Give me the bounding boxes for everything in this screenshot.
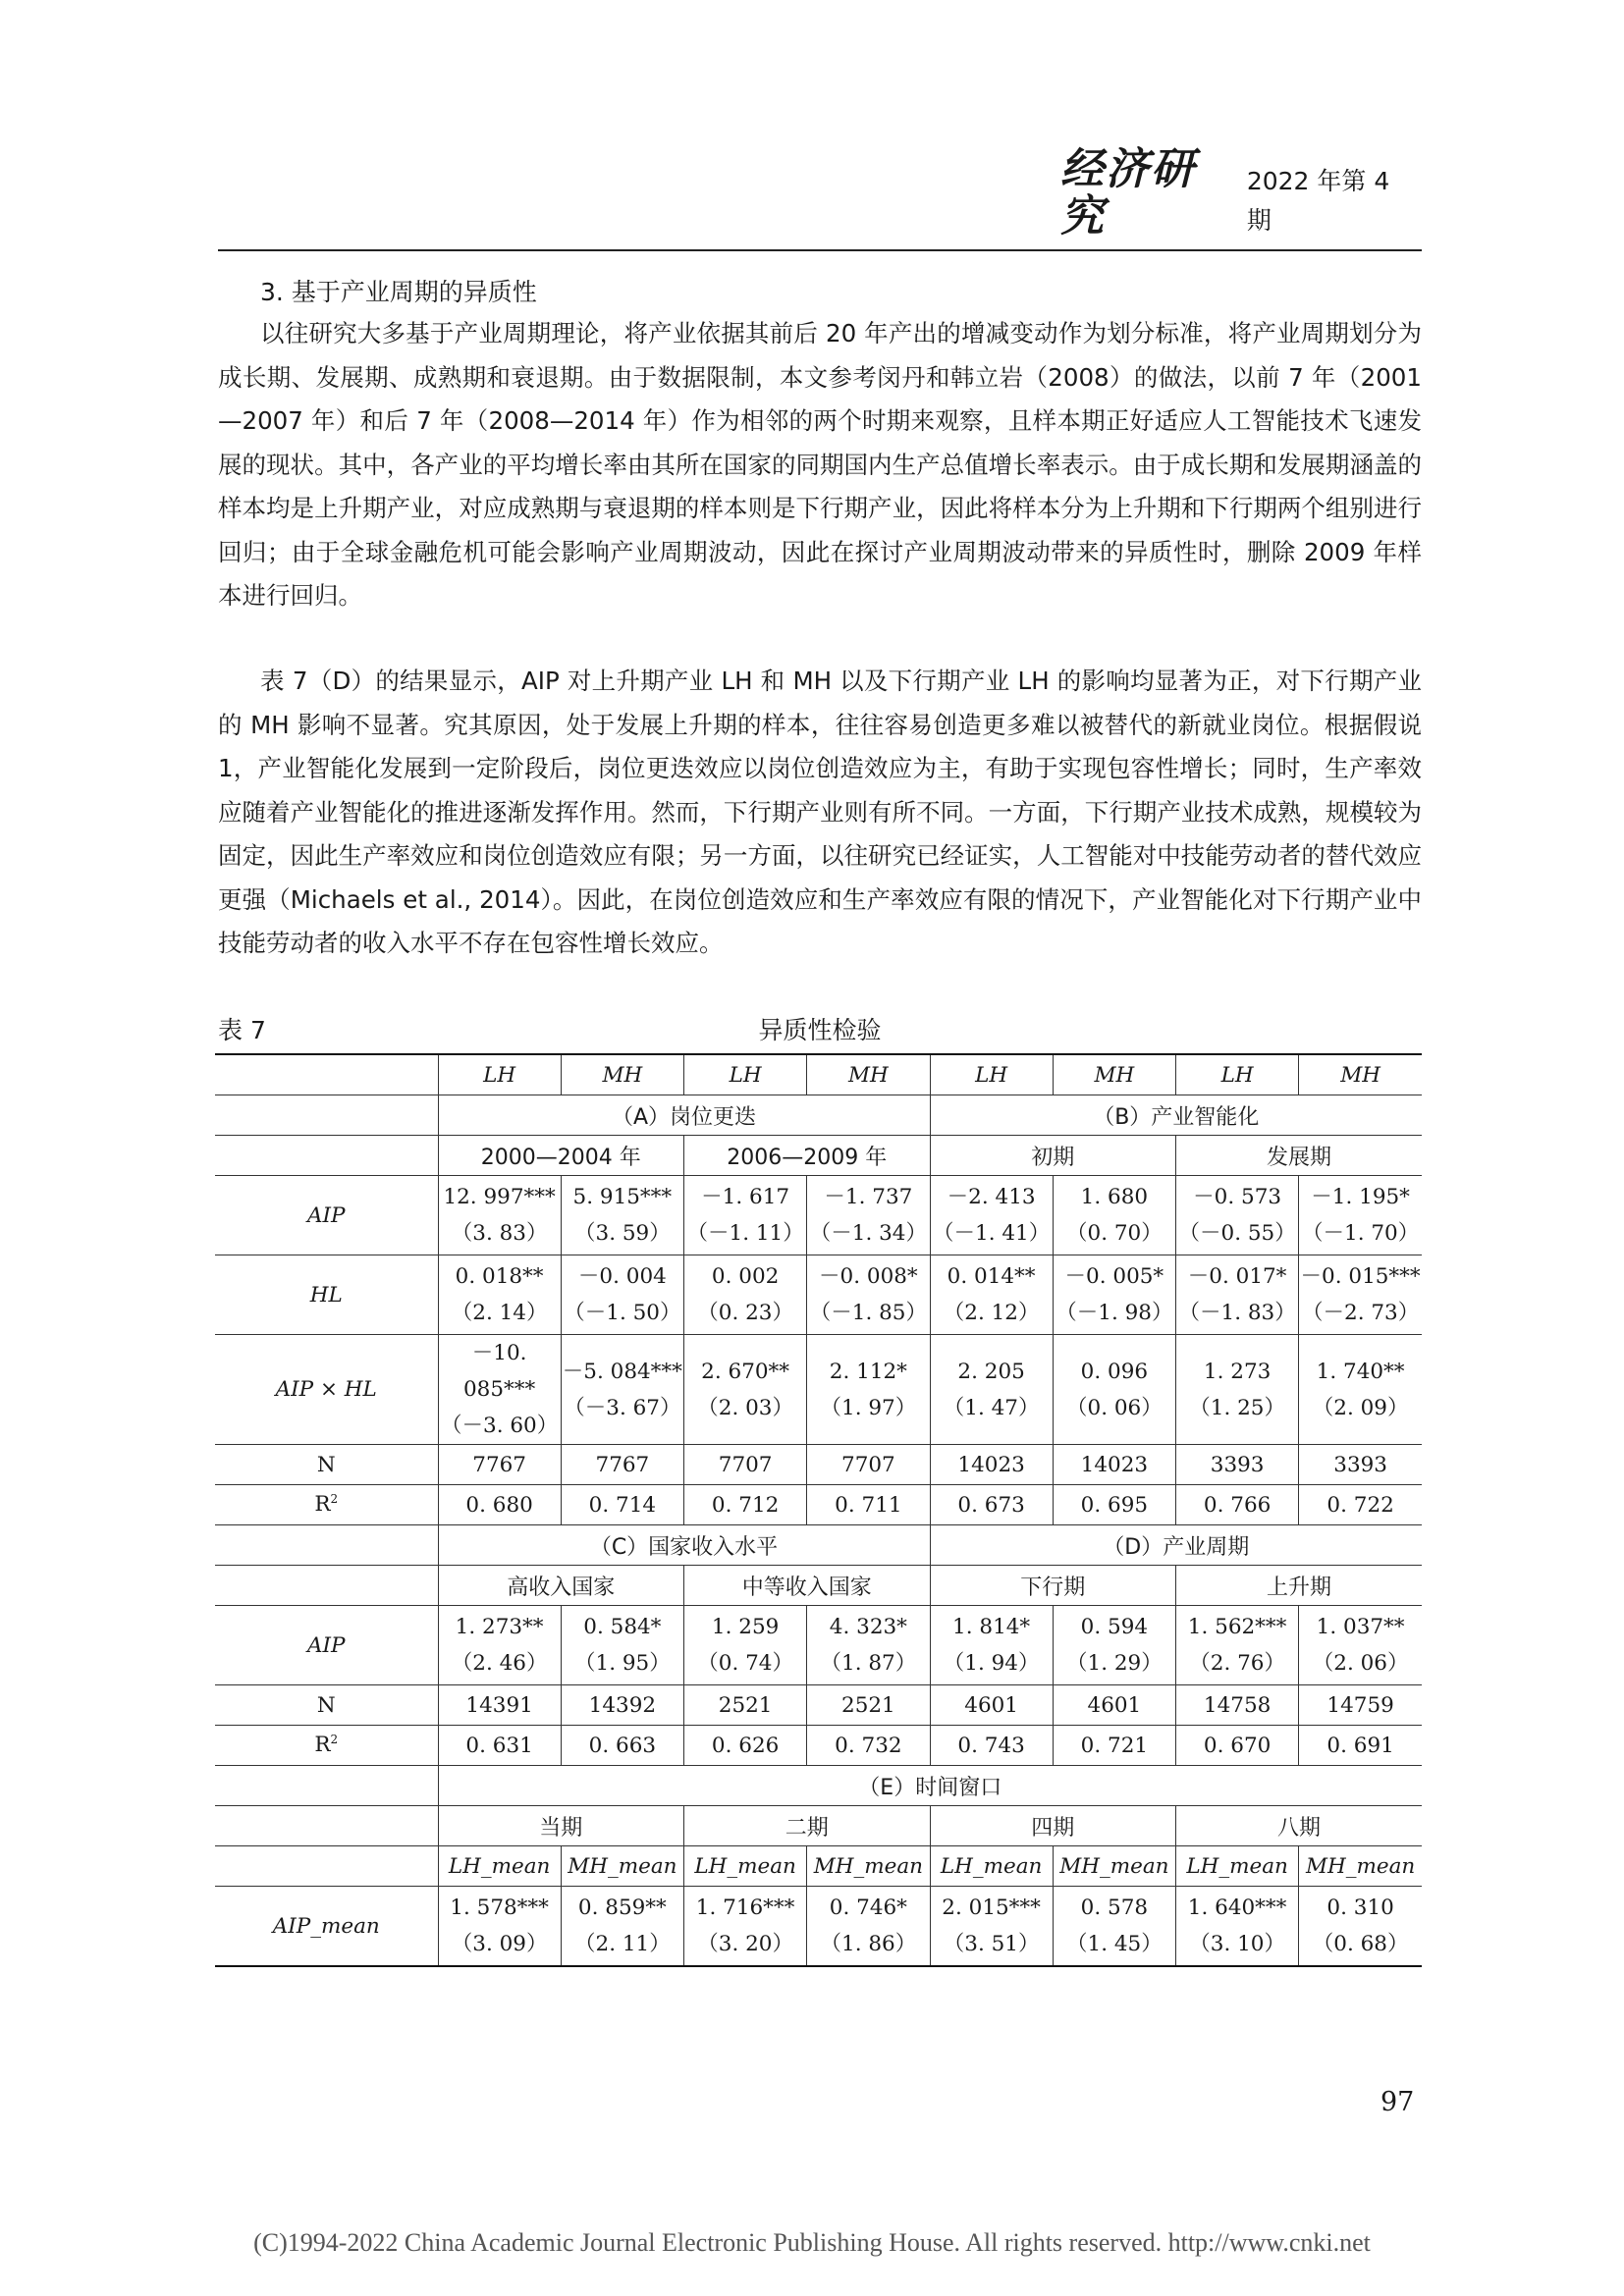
column-head: MH (1053, 1054, 1175, 1095)
coefficient: 1. 273 (1203, 1359, 1272, 1384)
coef-cell (1299, 1887, 1422, 1967)
table-header-row (215, 1054, 1422, 1095)
column-head: LH_mean (438, 1846, 561, 1887)
coef-cell (807, 1255, 930, 1335)
coefficient: 1. 680 (1080, 1185, 1149, 1209)
group-label: 当期 (438, 1806, 684, 1846)
coef-cell (930, 1887, 1053, 1967)
coef-cell (807, 1606, 930, 1685)
t-statistic: （1. 87） (820, 1651, 917, 1676)
group-label: 中等收入国家 (684, 1566, 931, 1606)
group-label: 二期 (684, 1806, 931, 1846)
table-row (215, 1176, 1422, 1255)
value-cell: 2521 (807, 1685, 930, 1726)
value-cell: 0. 711 (807, 1485, 930, 1525)
t-statistic: （2. 76） (1189, 1651, 1285, 1676)
t-statistic: （1. 29） (1066, 1651, 1163, 1676)
value-cell: 7767 (438, 1445, 561, 1485)
coefficient: 1. 640*** (1187, 1896, 1287, 1920)
value-cell: 0. 680 (438, 1485, 561, 1525)
coefficient: 0. 002 (711, 1264, 780, 1289)
column-head: MH_mean (807, 1846, 930, 1887)
coef-cell (1176, 1887, 1299, 1967)
t-statistic: （0. 74） (697, 1651, 793, 1676)
coefficient: －1. 617 (701, 1185, 790, 1209)
value-cell: 14759 (1299, 1685, 1422, 1726)
coef-cell (561, 1606, 683, 1685)
page-number: 97 (1380, 2087, 1415, 2117)
row-label: AIP (215, 1606, 438, 1685)
t-statistic: （3. 09） (451, 1932, 548, 1956)
t-statistic: （－1. 70） (1302, 1221, 1420, 1246)
coef-cell (1176, 1606, 1299, 1685)
t-statistic: （2. 12） (943, 1301, 1040, 1325)
coefficient: 1. 578*** (450, 1896, 549, 1920)
coef-cell (930, 1335, 1053, 1445)
column-head: MH_mean (1299, 1846, 1422, 1887)
column-head: MH (561, 1054, 683, 1095)
t-statistic: （－1. 41） (933, 1221, 1051, 1246)
t-statistic: （2. 09） (1312, 1395, 1409, 1420)
t-statistic: （2. 06） (1312, 1651, 1409, 1676)
t-statistic: （－1. 83） (1178, 1301, 1296, 1325)
value-cell: 0. 743 (930, 1726, 1053, 1766)
t-statistic: （2. 46） (451, 1651, 548, 1676)
coefficient: 2. 112* (829, 1359, 907, 1384)
coefficient: 2. 015*** (942, 1896, 1041, 1920)
coefficient: 1. 037** (1316, 1615, 1405, 1639)
value-cell: 14023 (930, 1445, 1053, 1485)
t-statistic: （1. 25） (1189, 1395, 1285, 1420)
coef-cell (684, 1176, 807, 1255)
coef-cell (684, 1255, 807, 1335)
coef-cell (1053, 1335, 1175, 1445)
coefficient: 0. 096 (1080, 1359, 1149, 1384)
t-statistic: （2. 11） (574, 1932, 671, 1956)
coefficient: 0. 310 (1326, 1896, 1394, 1920)
table-group-row (215, 1525, 1422, 1566)
coefficient: 12. 997*** (443, 1185, 556, 1209)
value-cell: 0. 714 (561, 1485, 683, 1525)
coef-cell (561, 1335, 683, 1445)
t-statistic: （1. 45） (1066, 1932, 1163, 1956)
coefficient: 1. 273** (455, 1615, 544, 1639)
value-cell: 0. 722 (1299, 1485, 1422, 1525)
coefficient: －0. 017* (1187, 1264, 1287, 1289)
coef-cell (684, 1887, 807, 1967)
panel-title: （B）产业智能化 (930, 1095, 1422, 1136)
coefficient: 1. 259 (711, 1615, 780, 1639)
table-group-row (215, 1806, 1422, 1846)
table-row (215, 1335, 1422, 1445)
group-label: 初期 (930, 1136, 1176, 1176)
panel-title: （C）国家收入水平 (438, 1525, 930, 1566)
coefficient: 0. 584* (583, 1615, 662, 1639)
value-cell: 0. 673 (930, 1485, 1053, 1525)
value-cell: 7707 (807, 1445, 930, 1485)
row-label-empty (215, 1806, 438, 1846)
t-statistic: （－0. 55） (1178, 1221, 1296, 1246)
value-cell: 0. 695 (1053, 1485, 1175, 1525)
t-statistic: （1. 86） (820, 1932, 917, 1956)
row-label-empty (215, 1566, 438, 1606)
value-cell: 0. 626 (684, 1726, 807, 1766)
row-label: N (215, 1685, 438, 1726)
coefficient: 0. 578 (1080, 1896, 1149, 1920)
table-title: 异质性检验 (758, 1016, 882, 1044)
value-cell: 0. 663 (561, 1726, 683, 1766)
coefficient: －1. 195* (1311, 1185, 1410, 1209)
header-rule (218, 249, 1422, 251)
value-cell: 7767 (561, 1445, 683, 1485)
coefficient: －0. 015*** (1300, 1264, 1421, 1289)
coef-cell (561, 1176, 683, 1255)
coefficient: －5. 084*** (562, 1359, 682, 1384)
table-row (215, 1445, 1422, 1485)
t-statistic: （1. 47） (943, 1395, 1040, 1420)
coefficient: －1. 737 (824, 1185, 913, 1209)
coefficient: 5. 915*** (572, 1185, 673, 1209)
row-label: $R^2$ (215, 1726, 438, 1766)
table-group-row (215, 1095, 1422, 1136)
coef-cell (438, 1606, 561, 1685)
table-caption (218, 1011, 1422, 1046)
coefficient: －10. 085*** (462, 1341, 536, 1402)
coefficient: 1. 562*** (1187, 1615, 1287, 1639)
t-statistic: （3. 20） (697, 1932, 793, 1956)
coef-cell (1299, 1255, 1422, 1335)
table-row (215, 1255, 1422, 1335)
t-statistic: （3. 83） (451, 1221, 548, 1246)
coef-cell (1176, 1176, 1299, 1255)
t-statistic: （2. 03） (697, 1395, 793, 1420)
row-label-empty (215, 1095, 438, 1136)
coef-cell (1053, 1176, 1175, 1255)
coefficient: 0. 746* (829, 1896, 907, 1920)
coefficient: 1. 740** (1316, 1359, 1405, 1384)
panel-title: （E）时间窗口 (438, 1766, 1422, 1806)
copyright-footer: (C)1994-2022 China Academic Journal Electronic Publishing House. All rights reserved. http://www.cnki.net (253, 2228, 1371, 2257)
table-row (215, 1726, 1422, 1766)
row-label: AIP (215, 1176, 438, 1255)
value-cell: 0. 766 (1176, 1485, 1299, 1525)
row-label: AIP_mean (215, 1887, 438, 1967)
coef-cell (930, 1255, 1053, 1335)
row-label: HL (215, 1255, 438, 1335)
coefficient: 4. 323* (829, 1615, 907, 1639)
value-cell: 7707 (684, 1445, 807, 1485)
value-cell: 14023 (1053, 1445, 1175, 1485)
table-row (215, 1606, 1422, 1685)
coef-cell (1053, 1606, 1175, 1685)
coefficient: 1. 716*** (695, 1896, 795, 1920)
group-label: 下行期 (930, 1566, 1176, 1606)
coef-cell (807, 1335, 930, 1445)
row-label-empty (215, 1136, 438, 1176)
column-head: MH (1299, 1054, 1422, 1095)
row-label-empty (215, 1766, 438, 1806)
row-label-empty (215, 1525, 438, 1566)
coef-cell (561, 1887, 683, 1967)
coef-cell (1176, 1335, 1299, 1445)
column-head: LH_mean (684, 1846, 807, 1887)
column-head: MH_mean (561, 1846, 683, 1887)
coef-cell (561, 1255, 683, 1335)
group-label: 高收入国家 (438, 1566, 684, 1606)
coef-cell (930, 1176, 1053, 1255)
t-statistic: （3. 51） (943, 1932, 1040, 1956)
value-cell: 0. 721 (1053, 1726, 1175, 1766)
coefficient: 0. 859** (577, 1896, 667, 1920)
t-statistic: （－1. 85） (809, 1301, 927, 1325)
t-statistic: （－2. 73） (1302, 1301, 1420, 1325)
coefficient: 0. 014** (947, 1264, 1036, 1289)
section-heading: 3. 基于产业周期的异质性 (260, 278, 537, 306)
value-cell: 4601 (930, 1685, 1053, 1726)
row-label-empty (215, 1846, 438, 1887)
value-cell: 0. 712 (684, 1485, 807, 1525)
group-label: 发展期 (1176, 1136, 1423, 1176)
column-head: LH (1176, 1054, 1299, 1095)
value-cell: 0. 631 (438, 1726, 561, 1766)
coef-cell (1176, 1255, 1299, 1335)
t-statistic: （－1. 50） (564, 1301, 681, 1325)
coefficient: －2. 413 (947, 1185, 1036, 1209)
column-head: LH_mean (930, 1846, 1053, 1887)
table-group-row (215, 1566, 1422, 1606)
coef-cell (930, 1606, 1053, 1685)
coef-cell (438, 1887, 561, 1967)
coefficient: －0. 004 (577, 1264, 667, 1289)
body-paragraph-1: 以往研究大多基于产业周期理论，将产业依据其前后 20 年产出的增减变动作为划分标准，将产业周期划分为成长期、发展期、成熟期和衰退期。由于数据限制，本文参考闵丹和韩立岩（2008）的做法，以前 7 年（2001—2007 年）和后 7 年（2008—2014 年）作为相邻的两个时期来观察，且样本期正好适应人工智能技术飞速发展的现状。其中，各产业的平均增长率由其所在国家的同期国内生产总值增长率表示。由于成长期和发展期涵盖的样本均是上升期产业，对应成熟期与衰退期的样本则是下行期产业，因此将样本分为上升期和下行期两个组别进行回归；由于全球金融危机可能会影响产业周期波动，因此在探讨产业周期波动带来的异质性时，删除 2009 年样本进行回归。 (218, 319, 1422, 610)
t-statistic: （3. 10） (1189, 1932, 1285, 1956)
coefficient: －0. 005* (1064, 1264, 1164, 1289)
column-head: LH_mean (1176, 1846, 1299, 1887)
coefficient: 1. 814* (952, 1615, 1031, 1639)
coefficient: －0. 008* (819, 1264, 918, 1289)
column-head: MH (807, 1054, 930, 1095)
row-label: N (215, 1445, 438, 1485)
coef-cell (1299, 1335, 1422, 1445)
coefficient: －0. 573 (1193, 1185, 1282, 1209)
t-statistic: （－1. 11） (686, 1221, 804, 1246)
t-statistic: （－1. 98） (1056, 1301, 1173, 1325)
coef-cell (1053, 1887, 1175, 1967)
value-cell: 2521 (684, 1685, 807, 1726)
t-statistic: （0. 06） (1066, 1395, 1163, 1420)
t-statistic: （－3. 67） (564, 1395, 681, 1420)
coef-cell (684, 1335, 807, 1445)
coef-cell (438, 1255, 561, 1335)
column-head: LH (930, 1054, 1053, 1095)
value-cell: 0. 670 (1176, 1726, 1299, 1766)
t-statistic: （0. 68） (1312, 1932, 1409, 1956)
group-label: 八期 (1176, 1806, 1423, 1846)
value-cell: 14758 (1176, 1685, 1299, 1726)
table-row (215, 1685, 1422, 1726)
value-cell: 3393 (1299, 1445, 1422, 1485)
row-label: $R^2$ (215, 1485, 438, 1525)
value-cell: 3393 (1176, 1445, 1299, 1485)
coef-cell (684, 1606, 807, 1685)
table-number: 表 7 (218, 1016, 266, 1044)
coef-cell (438, 1176, 561, 1255)
journal-issue: 2022 年第 4 期 (1246, 167, 1390, 235)
coefficient: 0. 594 (1080, 1615, 1149, 1639)
t-statistic: （3. 59） (574, 1221, 671, 1246)
coef-cell (807, 1887, 930, 1967)
panel-title: （D）产业周期 (930, 1525, 1422, 1566)
value-cell: 0. 691 (1299, 1726, 1422, 1766)
column-head: LH (684, 1054, 807, 1095)
coefficient: 2. 670** (701, 1359, 790, 1384)
t-statistic: （1. 97） (820, 1395, 917, 1420)
group-label: 2000—2004 年 (438, 1136, 684, 1176)
table-group-row (215, 1766, 1422, 1806)
coef-cell (1299, 1606, 1422, 1685)
value-cell: 0. 732 (807, 1726, 930, 1766)
column-head: MH_mean (1053, 1846, 1175, 1887)
value-cell: 14391 (438, 1685, 561, 1726)
t-statistic: （0. 70） (1066, 1221, 1163, 1246)
t-statistic: （－1. 34） (809, 1221, 927, 1246)
value-cell: 14392 (561, 1685, 683, 1726)
row-label-empty (215, 1054, 438, 1095)
group-label: 上升期 (1176, 1566, 1423, 1606)
body-paragraph-2: 表 7（D）的结果显示，AIP 对上升期产业 LH 和 MH 以及下行期产业 LH 的影响均显著为正，对下行期产业的 MH 影响不显著。究其原因，处于发展上升期的样本，往往容易创造更多难以被替代的新就业岗位。根据假说 1，产业智能化发展到一定阶段后，岗位更迭效应以岗位创造效应为主，有助于实现包容性增长；同时，生产率效应随着产业智能化的推进逐渐发挥作用。然而，下行期产业则有所不同。一方面，下行期产业技术成熟，规模较为固定，因此生产率效应和岗位创造效应有限；另一方面，以往研究已经证实，人工智能对中技能劳动者的替代效应更强（Michaels et al., 2014）。因此，在岗位创造效应和生产率效应有限的情况下，产业智能化对下行期产业中技能劳动者的收入水平不存在包容性增长效应。 (218, 667, 1422, 957)
column-head: LH (438, 1054, 561, 1095)
journal-header (1060, 144, 1422, 241)
t-statistic: （1. 94） (943, 1651, 1040, 1676)
t-statistic: （0. 23） (697, 1301, 793, 1325)
table-row (215, 1485, 1422, 1525)
coef-cell (1299, 1176, 1422, 1255)
coef-cell (807, 1176, 930, 1255)
coefficient: 2. 205 (957, 1359, 1025, 1384)
table-row (215, 1887, 1422, 1967)
t-statistic: （－3. 60） (441, 1414, 559, 1438)
journal-logo: 经济研究 (1060, 144, 1196, 241)
panel-title: （A）岗位更迭 (438, 1095, 930, 1136)
coef-cell (1053, 1255, 1175, 1335)
group-label: 2006—2009 年 (684, 1136, 931, 1176)
t-statistic: （1. 95） (574, 1651, 671, 1676)
value-cell: 4601 (1053, 1685, 1175, 1726)
coefficient: 0. 018** (455, 1264, 544, 1289)
t-statistic: （2. 14） (451, 1301, 548, 1325)
coef-cell (438, 1335, 561, 1445)
group-label: 四期 (930, 1806, 1176, 1846)
table-header-row (215, 1846, 1422, 1887)
table-group-row (215, 1136, 1422, 1176)
row-label: AIP × HL (215, 1335, 438, 1445)
results-table (215, 1053, 1422, 1967)
